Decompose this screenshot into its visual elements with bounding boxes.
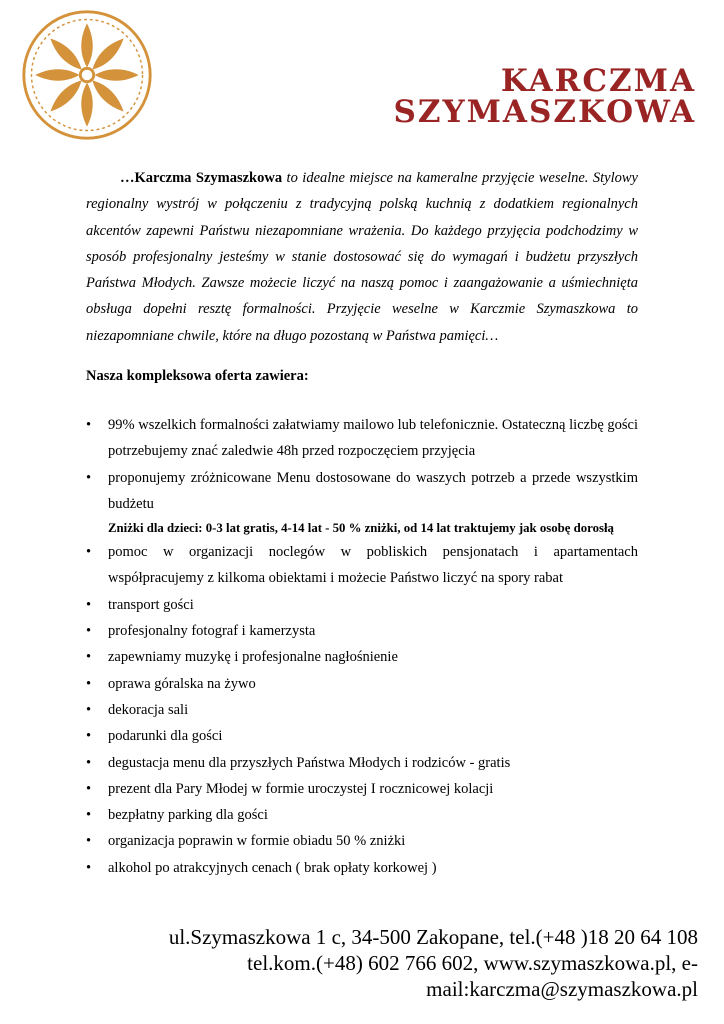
bullet-icon: •	[86, 807, 92, 824]
bullet-icon: •	[86, 469, 92, 486]
brand-line-1: KARCZMA	[500, 63, 696, 99]
bullet-icon: •	[86, 780, 92, 797]
list-item: • alkohol po atrakcyjnych cenach ( brak opłaty korkowej )	[86, 855, 638, 881]
karczma-logo-ornament	[20, 8, 154, 142]
bullet-icon: •	[86, 859, 92, 876]
bullet-icon: •	[86, 728, 92, 745]
bullet-icon: •	[86, 675, 92, 692]
bullet-icon: •	[86, 833, 92, 850]
list-item: • zapewniamy muzykę i profesjonalne nagłośnienie	[86, 644, 638, 670]
list-item: • dekoracja sali	[86, 697, 638, 723]
list-item: • 99% wszelkich formalności załatwiamy mailowo lub telefonicznie. Ostateczną liczbę gości potrzebujemy znać zaledwie 48h przed rozpoczęciem przyjęcia	[86, 412, 638, 465]
bullet-icon: •	[86, 544, 92, 561]
bullet-icon: •	[86, 417, 92, 433]
list-item: • organizacja poprawin w formie obiadu 50 % zniżki	[86, 828, 638, 854]
bullet-icon: •	[86, 701, 92, 718]
list-item: • profesjonalny fotograf i kamerzysta	[86, 618, 638, 644]
offer-list	[86, 412, 638, 881]
offer-heading: Nasza kompleksowa oferta zawiera:	[86, 368, 309, 384]
list-item: • podarunki dla gości	[86, 723, 638, 749]
list-item: • transport gości	[86, 592, 638, 618]
bullet-icon: •	[86, 754, 92, 771]
list-item: • bezpłatny parking dla gości	[86, 802, 638, 828]
bullet-icon: •	[86, 623, 92, 640]
list-item: • degustacja menu dla przyszłych Państwa Młodych i rodziców - gratis	[86, 750, 638, 776]
bullet-icon: •	[86, 596, 92, 613]
brand-line-2: SZYMASZKOWA	[393, 94, 696, 130]
discount-note: Zniżki dla dzieci: 0-3 lat gratis, 4-14 lat - 50 % zniżki, od 14 lat traktujemy jak osobę dorosłą	[108, 521, 614, 536]
list-item: • prezent dla Pary Młodej w formie uroczystej I rocznicowej kolacji	[86, 776, 638, 802]
intro-text: to idealne miejsce na kameralne przyjęcie weselne. Stylowy regionalny wystrój w połączeniu z tradycyjną polską kuchnią z dodatkiem regionalnych akcentów zapewni Państwu niezapomniane wrażenia. Do każdego przyjęcia podchodzimy w sposób profesjonalny jesteśmy w stanie dostosować się do wymagań i budżetu przyszłych Państwa Młodych. Zawsze możecie liczyć na naszą pomoc i zaangażowanie a uśmiechnięta obsługa dopełni resztę formalności. Przyjęcie weselne w Karczmie Szymaszkowa to niezapomniane chwile, które na długo pozostaną w Państwa pamięci…	[86, 170, 638, 344]
list-item: • proponujemy zróżnicowane Menu dostosowane do waszych potrzeb a przede wszystkim budżetu	[86, 465, 638, 518]
footer-address: ul.Szymaszkowa 1 c, 34-500 Zakopane, tel.(+48 )18 20 64 108	[168, 925, 698, 949]
bullet-icon: •	[86, 649, 92, 666]
list-item: • pomoc w organizacji noclegów w pobliskich pensjonatach i apartamentach współpracujemy z kilkoma obiektami i możecie Państwo liczyć na spory rabat	[86, 539, 638, 592]
intro-paragraph	[86, 165, 638, 349]
list-item: • oprawa góralska na żywo	[86, 671, 638, 697]
intro-lead: …Karczma Szymaszkowa	[120, 170, 283, 186]
brand-name	[393, 63, 696, 130]
contact-footer	[0, 924, 698, 1002]
footer-contacts: tel.kom.(+48) 602 766 602, www.szymaszkowa.pl, e-mail:karczma@szymaszkowa.pl	[247, 951, 698, 1001]
